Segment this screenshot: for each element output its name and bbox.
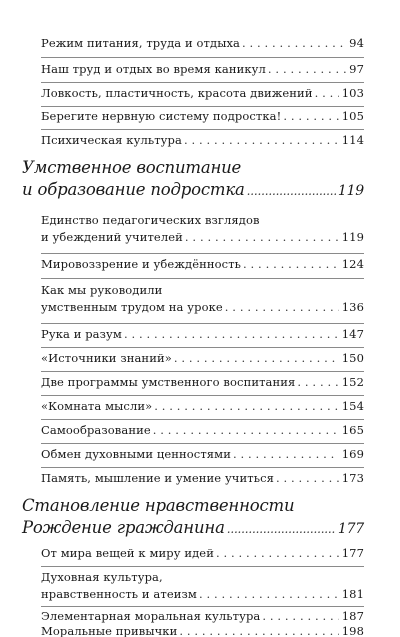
page-number: 94 [349,36,364,50]
divider [41,278,364,279]
divider [41,371,364,372]
page-number: 198 [341,624,364,637]
page-number: 177 [341,546,364,560]
entry-title: Ловкость, пластичность, красота движений [41,86,313,100]
dot-leader [227,518,336,540]
dot-leader [225,299,339,316]
toc-entry[interactable] [41,470,364,487]
entry-title: Память, мышление и умение учиться [41,471,274,485]
entry-title-line2: умственным трудом на уроке [41,300,223,314]
page-number: 150 [341,351,364,365]
page-number: 105 [341,109,364,123]
page-number: 136 [341,300,364,314]
toc-entry[interactable] [41,569,364,603]
toc-entry[interactable] [41,35,364,52]
divider [41,106,364,107]
toc-entry[interactable] [41,446,364,463]
toc-entry[interactable] [41,326,364,343]
entry-title: «Источники знаний» [41,351,172,365]
entry-title: Психическая культура [41,133,182,147]
toc-entry[interactable] [41,256,364,273]
toc-entry[interactable] [41,350,364,367]
dot-leader [154,398,339,415]
toc-entry[interactable] [41,132,364,149]
page-number: 169 [341,447,364,461]
entry-title: Наш труд и отдых во время каникул [41,62,266,76]
entry-title: Обмен духовными ценностями [41,447,231,461]
page-number: 124 [341,257,364,271]
dot-leader [283,108,338,125]
entry-title: Рука и разум [41,327,122,341]
dot-leader [297,374,338,391]
toc-entry[interactable] [41,212,364,246]
divider [41,57,364,58]
dot-leader [242,35,346,52]
page-number: 152 [341,375,364,389]
divider [41,467,364,468]
entry-title: От мира вещей к миру идей [41,546,214,560]
entry-title: Две программы умственного воспитания [41,375,296,389]
section-heading[interactable] [22,157,364,202]
page-number: 147 [341,327,364,341]
toc-entry[interactable] [41,422,364,439]
page-number: 114 [341,133,364,147]
dot-leader [268,61,346,78]
entry-title: Режим питания, труда и отдыха [41,36,240,50]
page-number: 154 [341,399,364,413]
toc-entry[interactable] [41,61,364,78]
entry-title: Мировоззрение и убеждённость [41,257,242,271]
entry-title: Самообразование [41,423,151,437]
divider [41,606,364,607]
entry-title: Берегите нервную систему подростка! [41,109,282,123]
toc-entry[interactable] [41,374,364,391]
dot-leader [185,229,339,246]
entry-title-line2: и убеждений учителей [41,230,183,244]
page-number: 97 [349,62,364,76]
dot-leader [174,350,339,367]
page-number: 187 [341,609,364,623]
toc-entry[interactable] [41,623,364,637]
toc-entry[interactable] [41,398,364,415]
divider [41,253,364,254]
divider [41,129,364,130]
page-number: 165 [341,423,364,437]
page-number: 119 [337,183,364,199]
dot-leader [315,85,339,102]
dot-leader [179,623,338,637]
dot-leader [243,256,339,273]
section-title-line2: и образование подростка [22,180,245,199]
section-title-line2: Рождение гражданина [22,518,225,537]
entry-title: «Комната мысли» [41,399,153,413]
divider [41,419,364,420]
entry-title-line2: нравственность и атеизм [41,587,197,601]
divider [41,323,364,324]
page-number: 119 [341,230,364,244]
divider [41,443,364,444]
toc-entry[interactable] [41,108,364,125]
entry-title: Духовная культура, [41,570,163,584]
dot-leader [124,326,339,343]
dot-leader [153,422,339,439]
divider [41,566,364,567]
divider [41,347,364,348]
dot-leader [216,545,339,562]
divider [41,395,364,396]
page-number: 173 [341,471,364,485]
page-number: 103 [341,86,364,100]
dot-leader [199,586,339,603]
entry-title: Как мы руководили [41,283,163,297]
toc-entry[interactable] [41,85,364,102]
section-heading[interactable] [22,495,364,540]
page-number: 177 [337,521,364,537]
entry-title: Моральные привычки [41,624,178,637]
page-number: 181 [341,587,364,601]
toc-entry[interactable] [41,282,364,316]
section-title-line1: Становление нравственности [22,496,295,515]
divider [41,82,364,83]
toc-entry[interactable] [41,545,364,562]
entry-title: Единство педагогических взглядов [41,213,260,227]
entry-title: Элементарная моральная культура [41,609,261,623]
dot-leader [233,446,339,463]
section-title-line1: Умственное воспитание [22,158,242,177]
dot-leader [184,132,339,149]
dot-leader [247,180,336,202]
dot-leader [276,470,339,487]
